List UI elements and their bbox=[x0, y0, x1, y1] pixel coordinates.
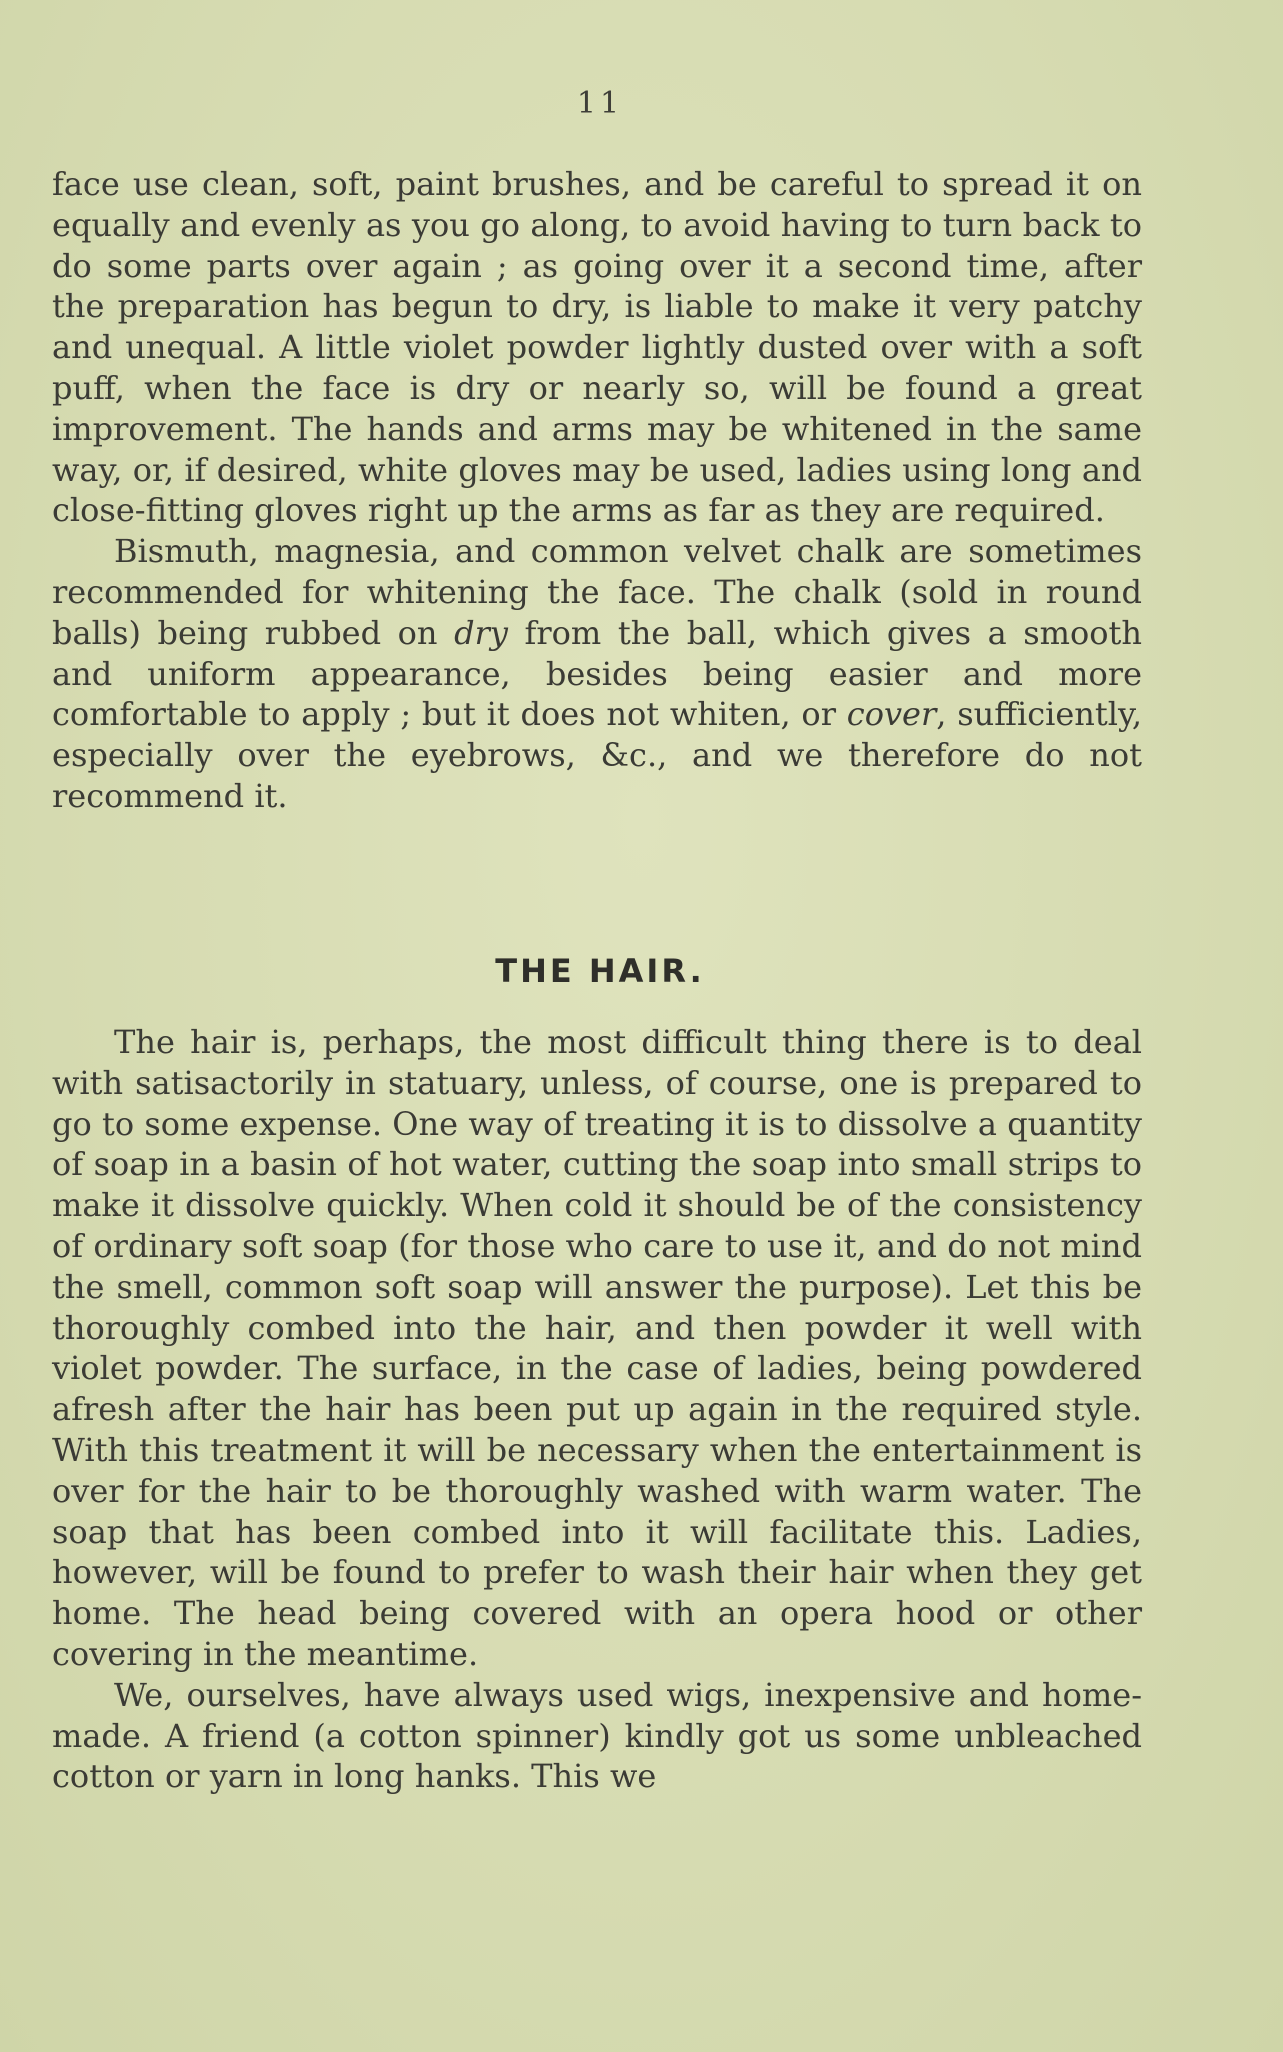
paragraph bbox=[52, 1022, 1142, 1675]
text-block-after-heading bbox=[52, 1022, 1142, 1797]
paragraph bbox=[52, 1675, 1142, 1797]
text-run: Bismuth, magnesia, and common velvet chalk are sometimes recommended for whitening the face. The chalk (sold in round balls) being rubbed on bbox=[52, 532, 1142, 652]
italic-text: dry bbox=[454, 613, 508, 652]
text-run: The hair is, perhaps, the most difficult thing there is to deal with satisactorily in statuary, unless, of course, one is prepared to go to some expense. One way of treating it is to dissolve a quantity of soap in a basin of hot water, cutting the soap into small strips to make it dissolve quickly. When cold it should be of the consistency of ordinary soft soap (for those who care to use it, and do not mind the smell, common soft soap will answer the purpose). Let this be thoroughly combed into the hair, and then powder it well with violet powder. The surface, in the case of ladies, being powdered afresh after the hair has been put up again in the required style. With this treatment it will be necessary when the entertainment is over for the hair to be thoroughly washed with warm water. The soap that has been combed into it will facilitate this. Ladies, however, will be found to prefer to wash their hair when they get home. The head being covered with an opera hood or other covering in the meantime. bbox=[52, 1023, 1142, 1673]
page-number: 11 bbox=[576, 86, 624, 121]
text-run: , sufficiently, especially over the eyebrows, &c., and we therefore do not recommend it. bbox=[52, 695, 1143, 815]
italic-text: cover bbox=[846, 695, 937, 734]
text-run: We, ourselves, have always used wigs, inexpensive and home-made. A friend (a cotton spinner) kindly got us some unbleached cotton or yarn in long hanks. This we bbox=[52, 1675, 1142, 1796]
paragraph bbox=[52, 164, 1142, 531]
text-run: from the ball, which gives a smooth and uniform appearance, besides being easier and more comfortable to apply ; but it does not whiten, or bbox=[52, 613, 1143, 734]
text-block-before-heading bbox=[52, 164, 1142, 817]
section-heading: THE HAIR. bbox=[495, 952, 705, 990]
paragraph bbox=[52, 531, 1142, 817]
text-run: face use clean, soft, paint brushes, and be careful to spread it on equally and evenly as you go along, to avoid having to turn back to do some parts over again ; as going over it a second time, after the preparation has begun to dry, is liable to make it very patchy and unequal. A little violet powder lightly dusted over with a soft puff, when the face is dry or nearly so, will be found a great improvement. The hands and arms may be whitened in the same way, or, if desired, white gloves may be used, ladies using long and close-fitting gloves right up the arms as far as they are required. bbox=[52, 165, 1142, 530]
